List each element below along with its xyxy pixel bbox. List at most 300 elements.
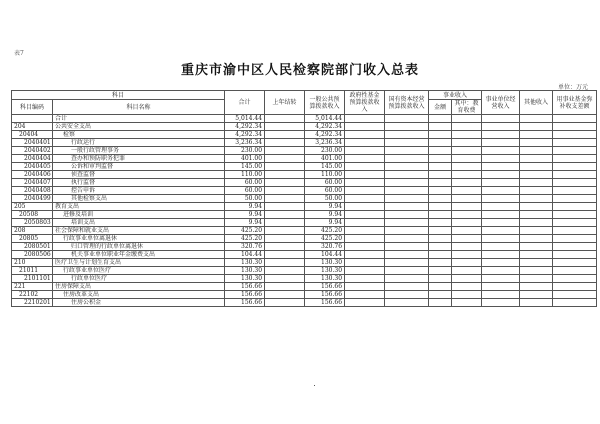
cell-general-budget: 60.00 <box>305 187 345 195</box>
cell-special-fund <box>553 211 597 219</box>
cell-gov-fund <box>345 123 385 131</box>
table-row <box>12 203 597 211</box>
cell-name: 医疗卫生与计划生育支出 <box>53 259 225 267</box>
cell-state-capital <box>385 227 429 235</box>
cell-special-fund <box>553 139 597 147</box>
cell-name: 进修及培训 <box>53 211 225 219</box>
cell-state-capital <box>385 291 429 299</box>
cell-total: 60.00 <box>225 179 265 187</box>
cell-total: 4,292.34 <box>225 123 265 131</box>
page-title: 重庆市渝中区人民检察院部门收入总表 <box>180 63 419 78</box>
cell-special-fund <box>553 163 597 171</box>
cell-carryover <box>265 211 305 219</box>
cell-code: 2040407 <box>12 179 53 187</box>
cell-carryover <box>265 139 305 147</box>
cell-state-capital <box>385 211 429 219</box>
table-row <box>12 283 597 291</box>
cell-general-budget: 9.94 <box>305 203 345 211</box>
cell-state-capital <box>385 235 429 243</box>
cell-other <box>520 259 553 267</box>
cell-unit-operating <box>482 259 520 267</box>
table-row <box>12 123 597 131</box>
cell-business-amount <box>429 115 452 123</box>
cell-edu-fee <box>452 139 482 147</box>
cell-carryover <box>265 163 305 171</box>
cell-state-capital <box>385 195 429 203</box>
table-row <box>12 235 597 243</box>
cell-other <box>520 283 553 291</box>
cell-code: 2040402 <box>12 147 53 155</box>
cell-general-budget: 156.66 <box>305 299 345 307</box>
cell-code <box>12 115 53 123</box>
table-row <box>12 251 597 259</box>
cell-state-capital <box>385 243 429 251</box>
cell-total: 145.00 <box>225 163 265 171</box>
cell-gov-fund <box>345 115 385 123</box>
cell-special-fund <box>553 155 597 163</box>
table-row <box>12 195 597 203</box>
cell-total: 156.66 <box>225 291 265 299</box>
cell-unit-operating <box>482 291 520 299</box>
cell-general-budget: 156.66 <box>305 283 345 291</box>
cell-edu-fee <box>452 179 482 187</box>
cell-state-capital <box>385 203 429 211</box>
scan-speck <box>314 385 315 386</box>
cell-unit-operating <box>482 115 520 123</box>
cell-special-fund <box>553 243 597 251</box>
cell-carryover <box>265 195 305 203</box>
cell-general-budget: 425.20 <box>305 235 345 243</box>
cell-edu-fee <box>452 243 482 251</box>
cell-business-amount <box>429 179 452 187</box>
cell-state-capital <box>385 187 429 195</box>
cell-carryover <box>265 203 305 211</box>
cell-other <box>520 299 553 307</box>
cell-edu-fee <box>452 259 482 267</box>
cell-business-amount <box>429 163 452 171</box>
cell-gov-fund <box>345 227 385 235</box>
cell-total: 9.94 <box>225 203 265 211</box>
table-row <box>12 147 597 155</box>
table-row <box>12 187 597 195</box>
table-body <box>12 115 597 307</box>
cell-other <box>520 195 553 203</box>
cell-code: 208 <box>12 227 53 235</box>
header-carryover: 上年结转 <box>265 91 305 115</box>
cell-state-capital <box>385 171 429 179</box>
table-row <box>12 275 597 283</box>
cell-code: 20404 <box>12 131 53 139</box>
cell-general-budget: 4,292.34 <box>305 123 345 131</box>
cell-business-amount <box>429 171 452 179</box>
cell-unit-operating <box>482 179 520 187</box>
income-summary-table <box>11 90 597 307</box>
cell-edu-fee <box>452 115 482 123</box>
cell-other <box>520 243 553 251</box>
cell-name: 侦查监督 <box>53 171 225 179</box>
cell-total: 425.20 <box>225 235 265 243</box>
cell-general-budget: 9.94 <box>305 211 345 219</box>
cell-unit-operating <box>482 299 520 307</box>
cell-state-capital <box>385 259 429 267</box>
table-row <box>12 179 597 187</box>
cell-general-budget: 145.00 <box>305 163 345 171</box>
cell-gov-fund <box>345 251 385 259</box>
cell-carryover <box>265 147 305 155</box>
cell-other <box>520 235 553 243</box>
table-row <box>12 131 597 139</box>
cell-name: 查办和预防职务犯罪 <box>53 155 225 163</box>
cell-total: 130.30 <box>225 275 265 283</box>
cell-other <box>520 171 553 179</box>
cell-carryover <box>265 251 305 259</box>
cell-carryover <box>265 115 305 123</box>
cell-state-capital <box>385 179 429 187</box>
cell-edu-fee <box>452 195 482 203</box>
cell-total: 156.66 <box>225 283 265 291</box>
cell-gov-fund <box>345 243 385 251</box>
cell-code: 21011 <box>12 267 53 275</box>
cell-general-budget: 130.30 <box>305 267 345 275</box>
cell-gov-fund <box>345 283 385 291</box>
cell-code: 2040404 <box>12 155 53 163</box>
table-row <box>12 211 597 219</box>
cell-code: 2080501 <box>12 243 53 251</box>
table-row <box>12 291 597 299</box>
cell-general-budget: 156.66 <box>305 291 345 299</box>
header-general-budget: 一般公共预算拨款收入 <box>305 91 345 115</box>
cell-unit-operating <box>482 163 520 171</box>
cell-name: 控告申诉 <box>53 187 225 195</box>
cell-carryover <box>265 291 305 299</box>
cell-gov-fund <box>345 267 385 275</box>
cell-edu-fee <box>452 123 482 131</box>
cell-special-fund <box>553 179 597 187</box>
cell-unit-operating <box>482 219 520 227</box>
cell-edu-fee <box>452 171 482 179</box>
cell-business-amount <box>429 123 452 131</box>
cell-name: 公共安全支出 <box>53 123 225 131</box>
cell-edu-fee <box>452 147 482 155</box>
cell-general-budget: 230.00 <box>305 147 345 155</box>
cell-gov-fund <box>345 291 385 299</box>
header-unit-operating: 事业单位经营收入 <box>482 91 520 115</box>
cell-carryover <box>265 171 305 179</box>
cell-carryover <box>265 155 305 163</box>
cell-gov-fund <box>345 235 385 243</box>
cell-name: 归口管理的行政单位离退休 <box>53 243 225 251</box>
cell-other <box>520 179 553 187</box>
cell-total: 401.00 <box>225 155 265 163</box>
table-row <box>12 259 597 267</box>
table-number: 表7 <box>14 50 24 57</box>
cell-edu-fee <box>452 267 482 275</box>
cell-name: 住房改革支出 <box>53 291 225 299</box>
cell-edu-fee <box>452 291 482 299</box>
cell-other <box>520 147 553 155</box>
cell-edu-fee <box>452 251 482 259</box>
cell-other <box>520 227 553 235</box>
cell-other <box>520 155 553 163</box>
header-edu-fee: 其中：教育收费 <box>452 100 482 115</box>
cell-code: 22102 <box>12 291 53 299</box>
cell-state-capital <box>385 163 429 171</box>
table-row <box>12 219 597 227</box>
table-row <box>12 139 597 147</box>
header-business-income: 事业收入 <box>429 91 482 100</box>
cell-total: 425.20 <box>225 227 265 235</box>
cell-total: 9.94 <box>225 219 265 227</box>
cell-general-budget: 104.44 <box>305 251 345 259</box>
cell-gov-fund <box>345 131 385 139</box>
cell-code: 221 <box>12 283 53 291</box>
cell-other <box>520 163 553 171</box>
cell-code: 20805 <box>12 235 53 243</box>
cell-unit-operating <box>482 203 520 211</box>
cell-total: 130.30 <box>225 259 265 267</box>
cell-general-budget: 3,236.34 <box>305 139 345 147</box>
cell-unit-operating <box>482 123 520 131</box>
cell-total: 4,292.34 <box>225 131 265 139</box>
cell-special-fund <box>553 203 597 211</box>
cell-special-fund <box>553 147 597 155</box>
cell-special-fund <box>553 259 597 267</box>
cell-gov-fund <box>345 275 385 283</box>
cell-business-amount <box>429 155 452 163</box>
cell-code: 204 <box>12 123 53 131</box>
cell-other <box>520 219 553 227</box>
cell-unit-operating <box>482 227 520 235</box>
table-row <box>12 227 597 235</box>
cell-business-amount <box>429 299 452 307</box>
cell-general-budget: 401.00 <box>305 155 345 163</box>
cell-gov-fund <box>345 155 385 163</box>
cell-other <box>520 187 553 195</box>
cell-state-capital <box>385 251 429 259</box>
header-gov-fund: 政府性基金预算拨款收入 <box>345 91 385 115</box>
cell-business-amount <box>429 267 452 275</box>
header-other: 其他收入 <box>520 91 553 115</box>
cell-special-fund <box>553 227 597 235</box>
cell-edu-fee <box>452 227 482 235</box>
cell-business-amount <box>429 235 452 243</box>
cell-business-amount <box>429 275 452 283</box>
cell-state-capital <box>385 299 429 307</box>
cell-gov-fund <box>345 219 385 227</box>
cell-gov-fund <box>345 171 385 179</box>
cell-business-amount <box>429 243 452 251</box>
cell-business-amount <box>429 187 452 195</box>
cell-code: 2040408 <box>12 187 53 195</box>
cell-code: 2080506 <box>12 251 53 259</box>
cell-code: 2050803 <box>12 219 53 227</box>
cell-special-fund <box>553 187 597 195</box>
cell-special-fund <box>553 283 597 291</box>
cell-other <box>520 291 553 299</box>
header-name: 科目名称 <box>53 100 225 115</box>
table-row <box>12 171 597 179</box>
cell-unit-operating <box>482 211 520 219</box>
cell-general-budget: 110.00 <box>305 171 345 179</box>
cell-unit-operating <box>482 171 520 179</box>
unit-label: 单位：万元 <box>557 84 588 91</box>
cell-unit-operating <box>482 147 520 155</box>
cell-name: 机关事业单位职业年金缴费支出 <box>53 251 225 259</box>
cell-edu-fee <box>452 203 482 211</box>
cell-name: 公诉和审判监督 <box>53 163 225 171</box>
cell-edu-fee <box>452 211 482 219</box>
cell-special-fund <box>553 131 597 139</box>
cell-code: 210 <box>12 259 53 267</box>
cell-business-amount <box>429 219 452 227</box>
cell-code: 2040405 <box>12 163 53 171</box>
cell-unit-operating <box>482 267 520 275</box>
cell-unit-operating <box>482 243 520 251</box>
cell-name: 行政事业单位医疗 <box>53 267 225 275</box>
cell-total: 104.44 <box>225 251 265 259</box>
cell-state-capital <box>385 139 429 147</box>
cell-special-fund <box>553 267 597 275</box>
header-total: 合计 <box>225 91 265 115</box>
cell-total: 130.30 <box>225 267 265 275</box>
cell-name: 培训支出 <box>53 219 225 227</box>
header-code: 科目编码 <box>12 100 53 115</box>
cell-special-fund <box>553 195 597 203</box>
cell-business-amount <box>429 203 452 211</box>
cell-edu-fee <box>452 219 482 227</box>
cell-other <box>520 123 553 131</box>
cell-carryover <box>265 299 305 307</box>
cell-business-amount <box>429 131 452 139</box>
cell-gov-fund <box>345 179 385 187</box>
cell-carryover <box>265 123 305 131</box>
cell-unit-operating <box>482 283 520 291</box>
cell-name: 住房公积金 <box>53 299 225 307</box>
cell-edu-fee <box>452 187 482 195</box>
cell-code: 20508 <box>12 211 53 219</box>
table-row <box>12 267 597 275</box>
cell-name: 教育支出 <box>53 203 225 211</box>
cell-name: 行政运行 <box>53 139 225 147</box>
cell-gov-fund <box>345 195 385 203</box>
cell-carryover <box>265 131 305 139</box>
cell-gov-fund <box>345 163 385 171</box>
cell-edu-fee <box>452 299 482 307</box>
cell-carryover <box>265 243 305 251</box>
cell-business-amount <box>429 251 452 259</box>
cell-other <box>520 211 553 219</box>
cell-special-fund <box>553 299 597 307</box>
cell-total: 156.66 <box>225 299 265 307</box>
cell-special-fund <box>553 171 597 179</box>
cell-edu-fee <box>452 155 482 163</box>
cell-general-budget: 5,014.44 <box>305 115 345 123</box>
cell-total: 3,236.34 <box>225 139 265 147</box>
cell-name: 一般行政管理事务 <box>53 147 225 155</box>
cell-general-budget: 9.94 <box>305 219 345 227</box>
cell-state-capital <box>385 267 429 275</box>
cell-gov-fund <box>345 259 385 267</box>
cell-business-amount <box>429 283 452 291</box>
cell-unit-operating <box>482 251 520 259</box>
cell-state-capital <box>385 123 429 131</box>
cell-unit-operating <box>482 275 520 283</box>
cell-state-capital <box>385 283 429 291</box>
cell-special-fund <box>553 235 597 243</box>
cell-state-capital <box>385 219 429 227</box>
cell-gov-fund <box>345 139 385 147</box>
cell-gov-fund <box>345 187 385 195</box>
cell-special-fund <box>553 251 597 259</box>
cell-business-amount <box>429 195 452 203</box>
cell-business-amount <box>429 259 452 267</box>
cell-name: 住房保障支出 <box>53 283 225 291</box>
cell-special-fund <box>553 291 597 299</box>
cell-other <box>520 251 553 259</box>
cell-general-budget: 130.30 <box>305 275 345 283</box>
cell-other <box>520 203 553 211</box>
cell-edu-fee <box>452 283 482 291</box>
cell-name: 行政单位医疗 <box>53 275 225 283</box>
cell-state-capital <box>385 155 429 163</box>
cell-name: 合计 <box>53 115 225 123</box>
cell-general-budget: 60.00 <box>305 179 345 187</box>
cell-edu-fee <box>452 235 482 243</box>
table-row <box>12 243 597 251</box>
cell-total: 320.76 <box>225 243 265 251</box>
cell-gov-fund <box>345 203 385 211</box>
cell-carryover <box>265 187 305 195</box>
cell-carryover <box>265 227 305 235</box>
cell-unit-operating <box>482 187 520 195</box>
cell-special-fund <box>553 123 597 131</box>
cell-business-amount <box>429 139 452 147</box>
cell-carryover <box>265 235 305 243</box>
cell-unit-operating <box>482 195 520 203</box>
cell-total: 60.00 <box>225 187 265 195</box>
cell-business-amount <box>429 291 452 299</box>
cell-total: 5,014.44 <box>225 115 265 123</box>
table-row <box>12 155 597 163</box>
cell-general-budget: 4,292.34 <box>305 131 345 139</box>
cell-general-budget: 130.30 <box>305 259 345 267</box>
cell-carryover <box>265 283 305 291</box>
cell-name: 检察 <box>53 131 225 139</box>
cell-gov-fund <box>345 211 385 219</box>
header-amount: 金额 <box>429 100 452 115</box>
cell-edu-fee <box>452 163 482 171</box>
cell-total: 230.00 <box>225 147 265 155</box>
cell-unit-operating <box>482 131 520 139</box>
table-row <box>12 115 597 123</box>
cell-code: 2040401 <box>12 139 53 147</box>
cell-other <box>520 267 553 275</box>
cell-state-capital <box>385 275 429 283</box>
cell-name: 执行监督 <box>53 179 225 187</box>
cell-carryover <box>265 259 305 267</box>
cell-carryover <box>265 179 305 187</box>
cell-name: 其他检察支出 <box>53 195 225 203</box>
cell-special-fund <box>553 219 597 227</box>
cell-special-fund <box>553 115 597 123</box>
cell-unit-operating <box>482 235 520 243</box>
cell-other <box>520 275 553 283</box>
cell-unit-operating <box>482 155 520 163</box>
cell-other <box>520 115 553 123</box>
cell-code: 2210201 <box>12 299 53 307</box>
cell-edu-fee <box>452 275 482 283</box>
cell-other <box>520 131 553 139</box>
